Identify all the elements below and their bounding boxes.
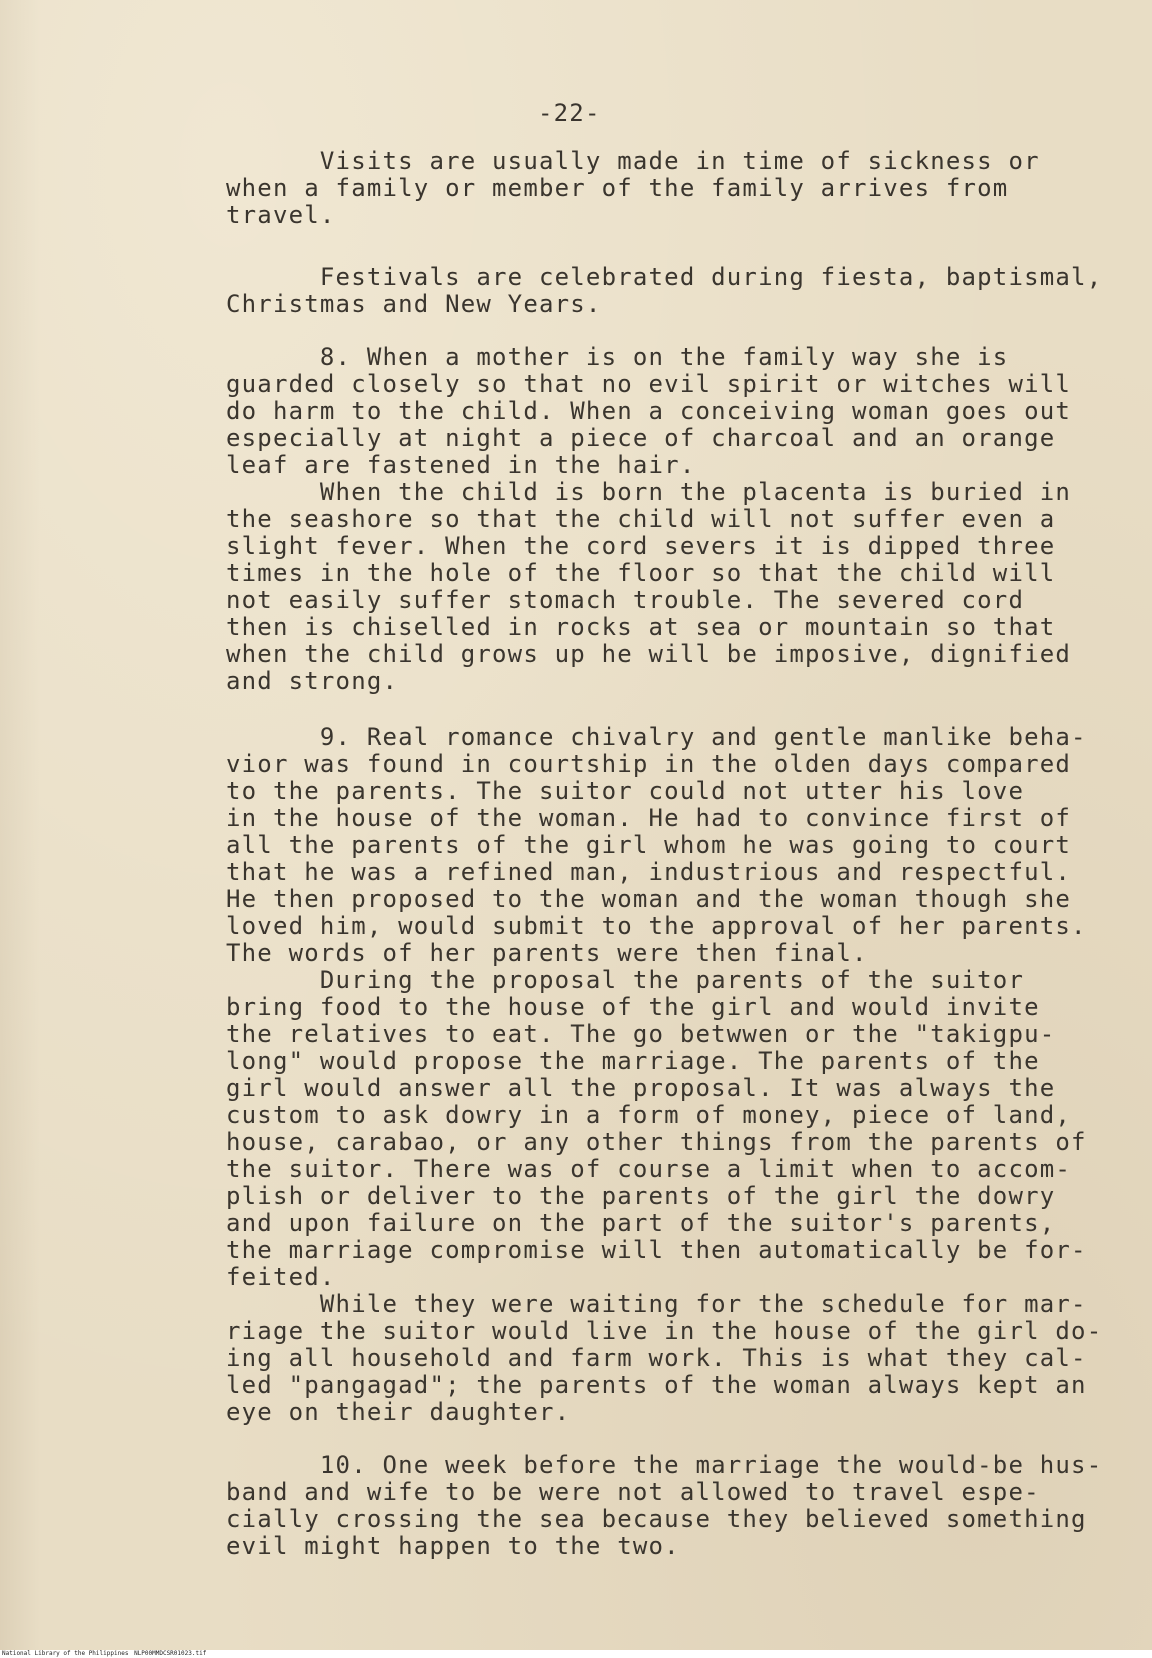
text-line: He then proposed to the woman and the woman though she (226, 885, 1072, 913)
footer-file-id: NLP00MMDCSR01023.tif (134, 1650, 207, 1657)
text-line: 10. One week before the marriage the would-be hus- (226, 1451, 1103, 1479)
text-line: when a family or member of the family arrives from (226, 174, 1009, 202)
text-line: custom to ask dowry in a form of money, piece of land, (226, 1101, 1072, 1129)
text-line: bring food to the house of the girl and would invite (226, 993, 1040, 1021)
text-line: vior was found in courtship in the olden days compared (226, 750, 1072, 778)
text-line: led "pangagad"; the parents of the woman always kept an (226, 1371, 1087, 1399)
text-line: cially crossing the sea because they believed something (226, 1505, 1087, 1533)
paragraph-visits (226, 148, 1106, 229)
footer-library: National Library of the Philippines (2, 1650, 129, 1657)
text-line: evil might happen to the two. (226, 1532, 680, 1560)
text-line: do harm to the child. When a conceiving woman goes out (226, 397, 1072, 425)
text-line: eye on their daughter. (226, 1398, 571, 1426)
paragraph-item-10 (226, 1452, 1106, 1560)
text-line: travel. (226, 201, 336, 229)
text-line: and upon failure on the part of the suitor's parents, (226, 1209, 1056, 1237)
text-line: in the house of the woman. He had to convince first of (226, 804, 1072, 832)
text-line: Festivals are celebrated during fiesta, baptismal, (226, 263, 1103, 291)
text-line: to the parents. The suitor could not utter his love (226, 777, 1025, 805)
text-line: guarded closely so that no evil spirit or witches will (226, 370, 1072, 398)
text-line: ing all household and farm work. This is what they cal- (226, 1344, 1087, 1372)
text-line: riage the suitor would live in the house of the girl do- (226, 1317, 1103, 1345)
paragraph-item-8 (226, 344, 1106, 695)
text-line: and strong. (226, 667, 399, 695)
text-line: 9. Real romance chivalry and gentle manlike beha- (226, 723, 1087, 751)
text-line: feited. (226, 1263, 336, 1291)
text-line: When the child is born the placenta is buried in (226, 478, 1072, 506)
paragraph-item-9 (226, 724, 1106, 1426)
text-line: not easily suffer stomach trouble. The severed cord (226, 586, 1025, 614)
scan-footer (0, 1650, 1152, 1658)
text-line: house, carabao, or any other things from the parents of (226, 1128, 1087, 1156)
text-line: then is chiselled in rocks at sea or mountain so that (226, 613, 1056, 641)
text-line: The words of her parents were then final. (226, 939, 868, 967)
text-line: 8. When a mother is on the family way she is (226, 343, 1009, 371)
text-line: the relatives to eat. The go betwwen or the "takigpu- (226, 1020, 1056, 1048)
text-line: leaf are fastened in the hair. (226, 451, 696, 479)
text-line: that he was a refined man, industrious and respectful. (226, 858, 1072, 886)
text-line: Visits are usually made in time of sickness or (226, 147, 1040, 175)
text-line: During the proposal the parents of the suitor (226, 966, 1025, 994)
text-line: Christmas and New Years. (226, 290, 602, 318)
text-line: the seashore so that the child will not suffer even a (226, 505, 1056, 533)
text-line: the marriage compromise will then automatically be for- (226, 1236, 1087, 1264)
text-line: loved him, would submit to the approval of her parents. (226, 912, 1087, 940)
text-line: slight fever. When the cord severs it is dipped three (226, 532, 1056, 560)
text-line: all the parents of the girl whom he was going to court (226, 831, 1072, 859)
text-line: band and wife to be were not allowed to travel espe- (226, 1478, 1040, 1506)
text-line: times in the hole of the floor so that the child will (226, 559, 1056, 587)
text-line: the suitor. There was of course a limit when to accom- (226, 1155, 1072, 1183)
text-line: long" would propose the marriage. The parents of the (226, 1047, 1040, 1075)
page-number: -22- (538, 99, 601, 127)
text-line: girl would answer all the proposal. It was always the (226, 1074, 1056, 1102)
text-line: especially at night a piece of charcoal and an orange (226, 424, 1056, 452)
text-line: when the child grows up he will be imposive, dignified (226, 640, 1072, 668)
text-line: While they were waiting for the schedule for mar- (226, 1290, 1087, 1318)
paragraph-festivals (226, 264, 1106, 318)
text-line: plish or deliver to the parents of the girl the dowry (226, 1182, 1056, 1210)
